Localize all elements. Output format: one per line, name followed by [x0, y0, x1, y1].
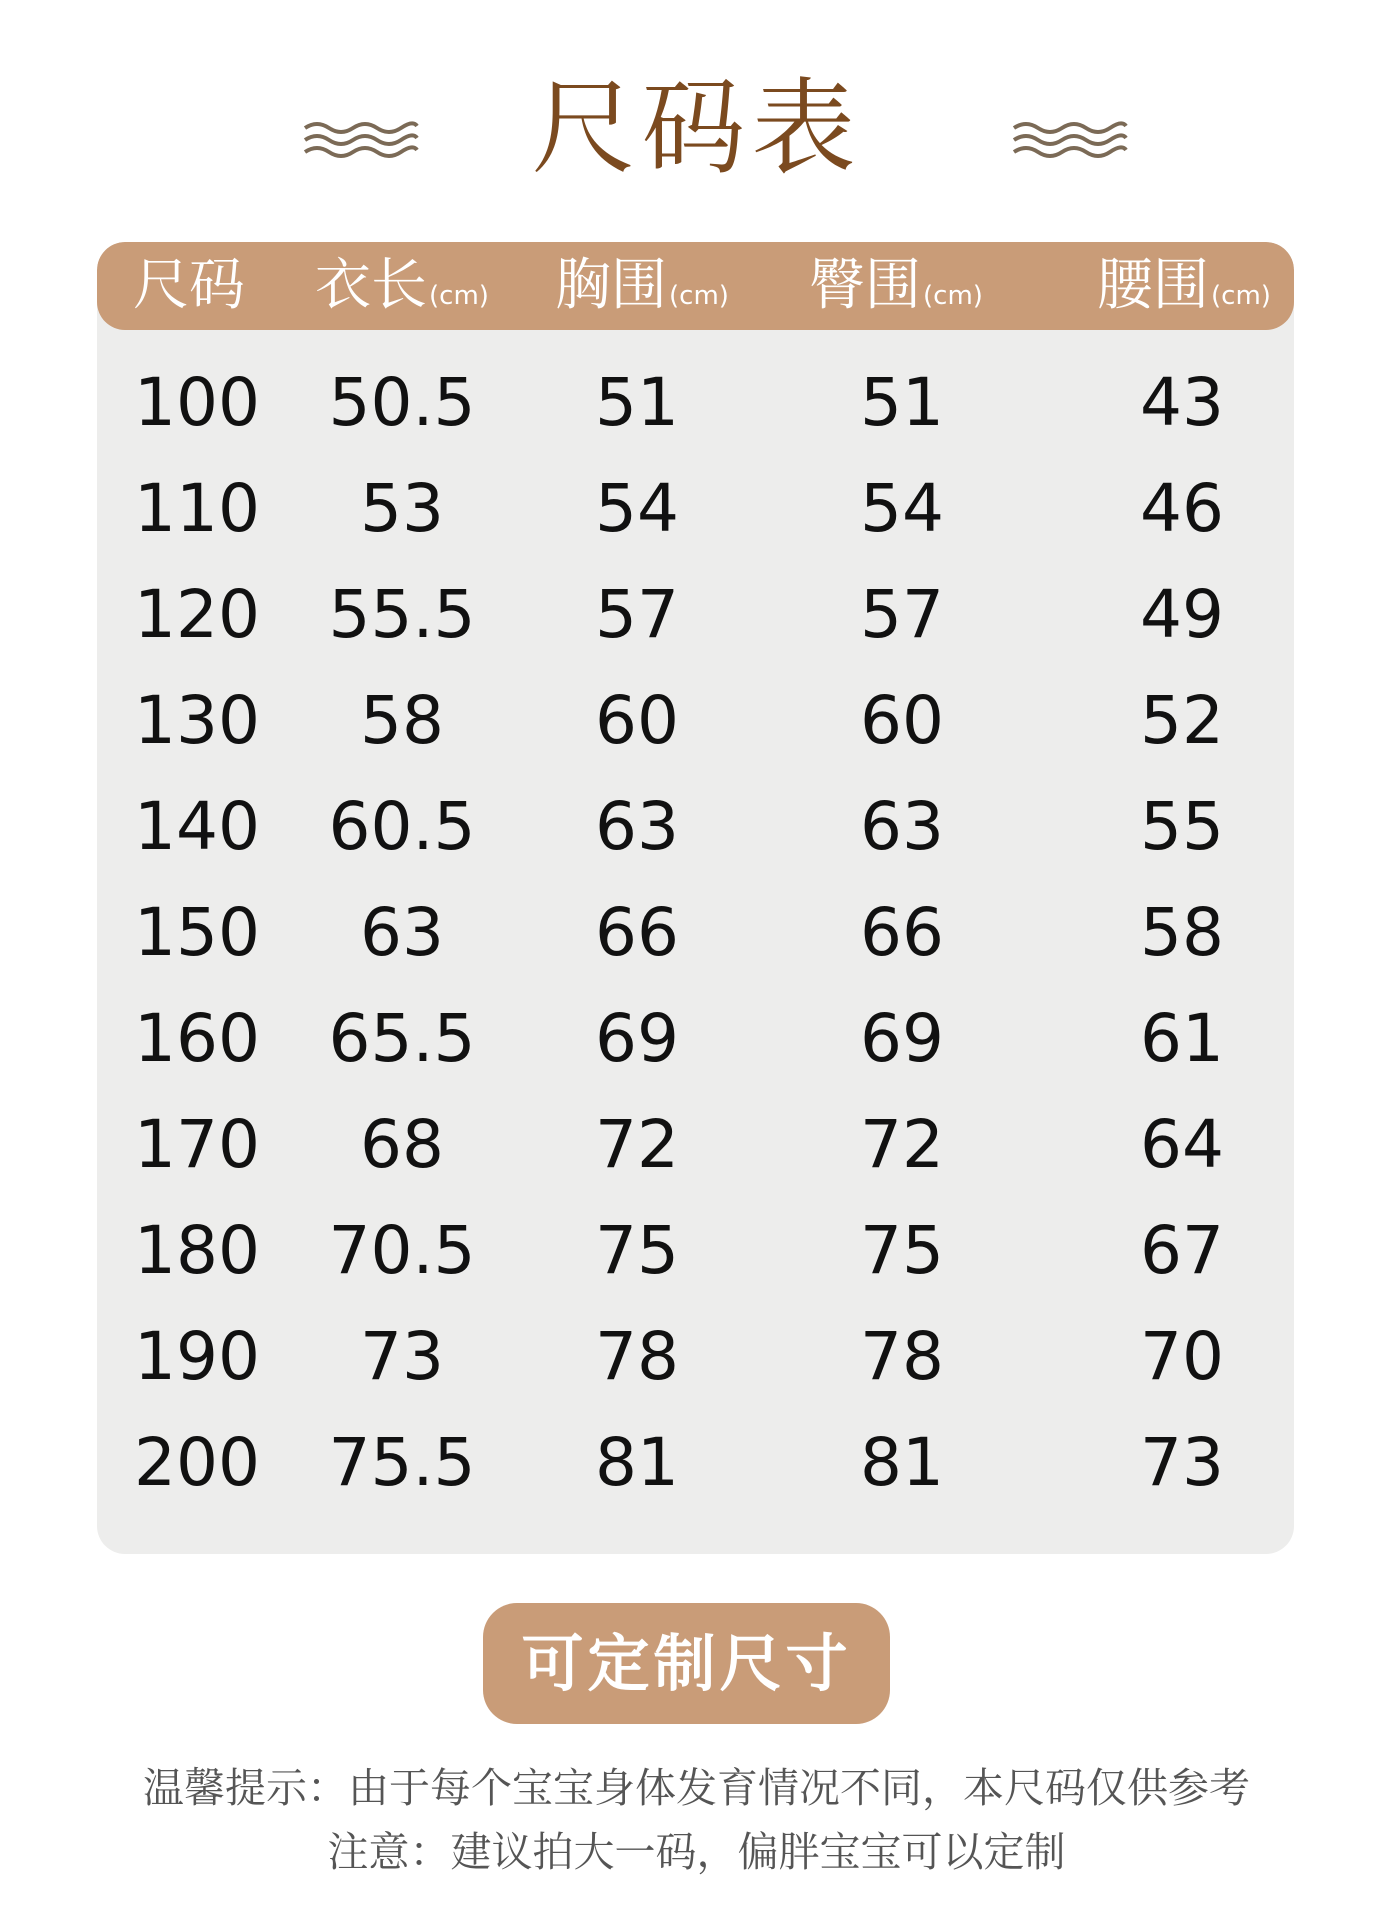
cell-hip: 54: [860, 470, 944, 547]
cell-hip: 63: [860, 788, 944, 865]
cell-hip: 75: [860, 1212, 944, 1289]
cell-chest: 66: [595, 894, 679, 971]
cell-length: 60.5: [328, 788, 476, 865]
cell-chest: 54: [595, 470, 679, 547]
header-hip: 臀围(cm): [809, 253, 983, 318]
cell-hip: 81: [860, 1424, 944, 1501]
cell-hip: 66: [860, 894, 944, 971]
cell-waist: 64: [1140, 1106, 1224, 1183]
cell-waist: 52: [1140, 682, 1224, 759]
cell-chest: 78: [595, 1318, 679, 1395]
cell-length: 65.5: [328, 1000, 476, 1077]
cell-length: 70.5: [328, 1212, 476, 1289]
attention-note: 注意：建议拍大一码，偏胖宝宝可以定制: [327, 1828, 1066, 1876]
table-row: [97, 668, 1294, 774]
cell-waist: 49: [1140, 576, 1224, 653]
cell-chest: 69: [595, 1000, 679, 1077]
cell-length: 55.5: [328, 576, 476, 653]
header-chest: 胸围(cm): [555, 253, 729, 318]
custom-size-button[interactable]: 可定制尺寸: [483, 1603, 890, 1724]
cell-hip: 72: [860, 1106, 944, 1183]
cell-chest: 60: [595, 682, 679, 759]
cell-size: 160: [134, 1000, 260, 1077]
cell-size: 120: [134, 576, 260, 653]
cell-hip: 78: [860, 1318, 944, 1395]
table-row: [97, 1198, 1294, 1304]
header-size: 尺码: [133, 253, 245, 318]
cell-hip: 69: [860, 1000, 944, 1077]
cell-waist: 67: [1140, 1212, 1224, 1289]
table-row: [97, 350, 1294, 456]
cell-chest: 63: [595, 788, 679, 865]
cell-size: 180: [134, 1212, 260, 1289]
header-length: 衣长(cm): [315, 253, 489, 318]
cell-length: 58: [360, 682, 444, 759]
cell-size: 140: [134, 788, 260, 865]
cell-waist: 73: [1140, 1424, 1224, 1501]
cell-chest: 72: [595, 1106, 679, 1183]
cell-length: 75.5: [328, 1424, 476, 1501]
cell-waist: 58: [1140, 894, 1224, 971]
table-header: [97, 242, 1294, 330]
cell-waist: 43: [1140, 364, 1224, 441]
cell-length: 63: [360, 894, 444, 971]
cell-hip: 57: [860, 576, 944, 653]
table-row: [97, 456, 1294, 562]
cell-size: 110: [134, 470, 260, 547]
cell-chest: 51: [595, 364, 679, 441]
cell-size: 200: [134, 1424, 260, 1501]
wave-decoration-icon: [303, 118, 419, 166]
cell-length: 50.5: [328, 364, 476, 441]
cell-size: 130: [134, 682, 260, 759]
cell-chest: 57: [595, 576, 679, 653]
cell-size: 190: [134, 1318, 260, 1395]
cell-hip: 51: [860, 364, 944, 441]
table-row: [97, 986, 1294, 1092]
table-row: [97, 1410, 1294, 1516]
page-title: 尺码表: [531, 67, 862, 189]
tip-note: 温馨提示：由于每个宝宝身体发育情况不同，本尺码仅供参考: [143, 1764, 1250, 1812]
table-row: [97, 774, 1294, 880]
cell-length: 73: [360, 1318, 444, 1395]
table-row: [97, 562, 1294, 668]
cell-chest: 81: [595, 1424, 679, 1501]
cell-chest: 75: [595, 1212, 679, 1289]
cell-size: 170: [134, 1106, 260, 1183]
size-table: [97, 242, 1294, 1554]
cell-waist: 55: [1140, 788, 1224, 865]
table-row: [97, 880, 1294, 986]
table-row: [97, 1304, 1294, 1410]
cell-waist: 61: [1140, 1000, 1224, 1077]
cell-length: 53: [360, 470, 444, 547]
cell-length: 68: [360, 1106, 444, 1183]
cell-hip: 60: [860, 682, 944, 759]
wave-decoration-icon: [1012, 118, 1128, 166]
cell-size: 150: [134, 894, 260, 971]
cell-waist: 70: [1140, 1318, 1224, 1395]
cell-waist: 46: [1140, 470, 1224, 547]
header-waist: 腰围(cm): [1097, 253, 1271, 318]
cell-size: 100: [134, 364, 260, 441]
table-row: [97, 1092, 1294, 1198]
